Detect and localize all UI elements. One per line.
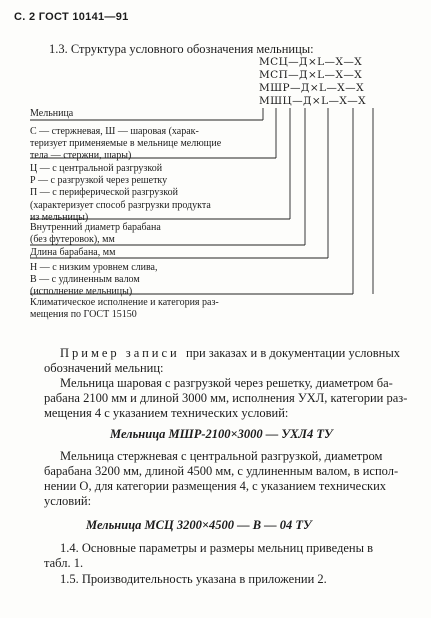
example-code-2: Мельница МСЦ 3200×4500 — В — 04 ТУ — [86, 518, 312, 532]
block-mill: Мельница — [30, 108, 74, 119]
para-1-4-line2: табл. 1. — [44, 556, 84, 570]
example-p1-line1: Мельница шаровая с разгрузкой через решетку, диаметром ба- — [60, 376, 393, 390]
example-code-1: Мельница МШР-2100×3000 — УХЛ4 ТУ — [110, 427, 333, 441]
example-p2-line3: нении О, для категории размещения 4, с указанием технических — [44, 479, 387, 493]
block-diameter: Внутренний диаметр барабана (без футеровок), мм — [30, 222, 161, 246]
block-length: Длина барабана, мм — [30, 247, 116, 258]
code-line-msc: МСЦ—Д×L—Х—Х — [259, 56, 363, 68]
para-1-5: 1.5. Производительность указана в приложении 2. — [60, 572, 327, 586]
block-drain: Н — с низким уровнем слива, В — с удлиненным валом (исполнение мельницы) — [30, 262, 158, 298]
page-header: С. 2 ГОСТ 10141—91 — [14, 11, 129, 23]
example-p2-line1: Мельница стержневая с центральной разгрузкой, диаметром — [60, 449, 383, 463]
block-unload: Ц — с центральной разгрузкой Р — с разгрузкой через решетку П — с периферической разгрузкой (характеризует способ разгрузки продукта из мельницы) — [30, 163, 211, 223]
code-line-msp: МСП—Д×L—Х—Х — [259, 69, 363, 81]
block-climate: Климатическое исполнение и категория раз- мещения по ГОСТ 15150 — [30, 297, 219, 321]
code-line-mshr: МШР—Д×L—Х—Х — [259, 82, 364, 94]
example-p1-line2: рабана 2100 мм и длиной 3000 мм, исполнения УХЛ, категории раз- — [44, 391, 408, 405]
para-1-4-line1: 1.4. Основные параметры и размеры мельниц приведены в — [60, 541, 373, 555]
example-title-rest: при заказах и в документации условных — [186, 346, 400, 360]
code-line-mshc: МШЦ—Д×L—Х—Х — [259, 95, 367, 107]
example-p1-line3: мещения 4 с указанием технических условий: — [44, 406, 289, 420]
block-mill-type: С — стержневая, Ш — шаровая (харак- теризует применяемые в мельнице мелющие тела — стержни, шары) — [30, 126, 222, 162]
example-title — [60, 346, 400, 361]
example-p2-line2: барабана 3200 мм, длиной 4500 мм, с удлиненным валом, в испол- — [44, 464, 399, 478]
example-p2-line4: условий: — [44, 494, 92, 508]
example-title-line2: обозначений мельниц: — [44, 361, 164, 375]
example-title-spaced: Пример записи — [60, 346, 180, 360]
section-title: 1.3. Структура условного обозначения мельницы: — [49, 42, 314, 56]
